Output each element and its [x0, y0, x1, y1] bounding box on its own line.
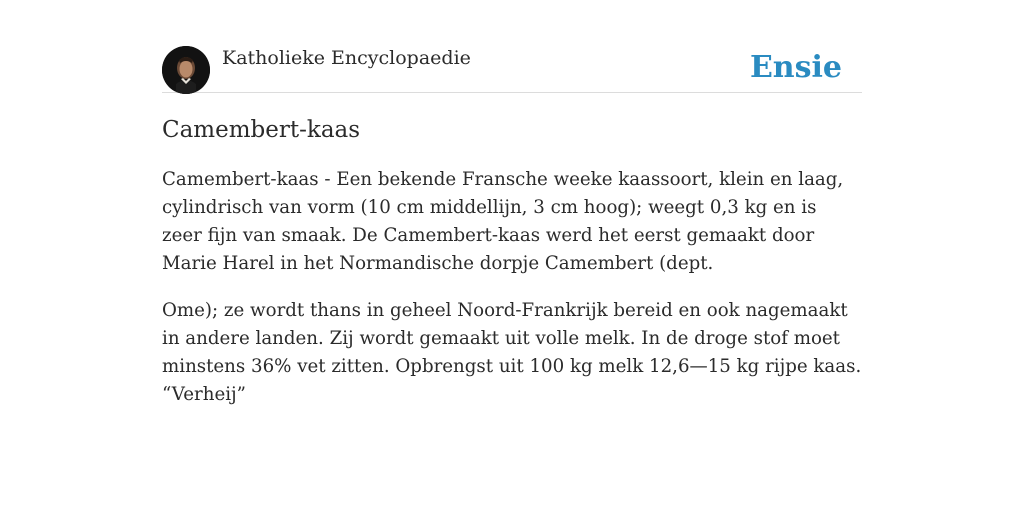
portrait-image	[162, 46, 210, 94]
ensie-logo-link[interactable]: Ensie	[749, 50, 842, 85]
header	[162, 44, 862, 93]
source-name[interactable]: Katholieke Encyclopaedie	[222, 47, 471, 69]
portrait-avatar-icon[interactable]	[162, 46, 210, 94]
article-title: Camembert-kaas	[162, 117, 361, 143]
article-paragraph: Camembert-kaas - Een bekende Fransche weeke kaassoort, klein en laag, cylindrisch van vorm (10 cm middellijn, 3 cm hoog); weegt 0,3 kg en is zeer fijn van smaak. De Camembert-kaas werd het eerst gemaakt door Marie Harel in het Normandische dorpje Camembert (dept.	[162, 169, 844, 274]
article-container	[162, 44, 862, 409]
article-paragraph: Ome); ze wordt thans in geheel Noord-Frankrijk bereid en ook nagemaakt in andere landen. Zij wordt gemaakt uit volle melk. In de droge stof moet minstens 36% vet zitten. Opbrengst uit 100 kg melk 12,6—15 kg rijpe kaas. “Verheij”	[162, 300, 862, 405]
